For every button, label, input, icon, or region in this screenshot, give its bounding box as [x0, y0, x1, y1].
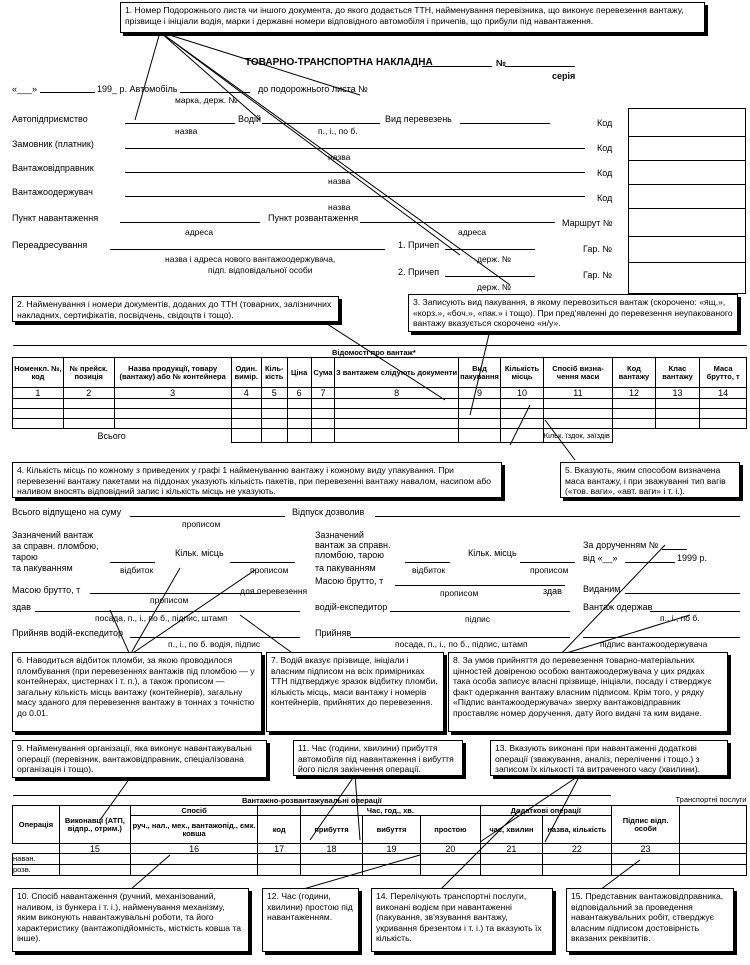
- written-hint-3: прописом: [150, 595, 189, 605]
- callout-14: 14. Перелічують транспортні послуги, виконані водієм при навантаженні (пакування, зв'язування вантажу, укривання брезентом і т. і.) та вказують їх кількість.: [371, 888, 553, 952]
- imprint-right: відбиток: [412, 565, 446, 575]
- col-cargo-class: Клас вантажу: [655, 358, 700, 388]
- col-extra: Додаткові операції: [480, 806, 611, 816]
- callout-9: 9. Найменування організації, яка виконує навантажувальні операції (перевізник, вантажовідправник, спеціалізована організація і тощо).: [12, 740, 267, 778]
- brand-reg-label: марка, держ. №: [175, 95, 238, 105]
- transport-services: Транспортні послуги: [675, 795, 747, 805]
- label-driver: Водій: [238, 114, 262, 124]
- trips-note: Кільк. їздок, заїздів: [543, 429, 612, 443]
- receiver-name-hint: назва: [328, 202, 351, 212]
- callout-6: 6. Наводиться відбиток пломби, за якою проводилося пломбування (при перевезеннях вантажів під пломбою — у контейнерах, цистернах і т. п.), а також прописом — загальну кількість місць вантажу (контейнерів), загальну масу зданого для перевезення вантажу в тоннах з точністю до 0.01.: [12, 652, 262, 732]
- issued: Виданим: [583, 584, 621, 594]
- col-operation: Операція: [13, 806, 60, 844]
- customer-name-hint: назва: [328, 152, 351, 162]
- waybill-label: до подорожнього листа №: [258, 84, 368, 94]
- trailer-1: 1. Причеп: [398, 240, 440, 250]
- callout-1: 1. Номер Подорожнього листа чи іншого документа, до якого додається ТТН, найменування перевізника, що виконує перевезення вантажу, прізвище і ініціали водія, марки і державні номери відповідного автомобіля і причепів, що прибули під навантаження.: [120, 2, 705, 33]
- places-right: Кільк. місць: [468, 548, 517, 558]
- doc-title: ТОВАРНО-ТРАНСПОРТНА НАКЛАДНА: [245, 57, 433, 68]
- col-unit: Один. вимір.: [231, 358, 261, 388]
- code-3: Код: [597, 168, 613, 178]
- label-customer: Замовник (платник): [12, 139, 94, 149]
- label-redirect: Переадресування: [12, 240, 88, 250]
- col-method-sub: руч., нал., мех., вантажопід., ємк. ковша: [130, 816, 258, 844]
- handed-right: здав: [543, 586, 562, 596]
- packing-left: та пакуванням: [12, 563, 73, 573]
- callout-4: 4. Кількість місць по кожному з приведених у графі 1 найменуванню вантажу і кожному виду упакування. При перевезенні вантажу пакетами на піддонах указують кількість пакетів, при перевезенні вантажу навалом, насипом або наливом вносять відповідний запис і кількість місць не указують.: [12, 462, 502, 498]
- packing-right: та пакуванням: [315, 563, 376, 573]
- recv-sig: підпис вантажоодержувача: [600, 639, 708, 649]
- col-gross: Маса брутто, т: [700, 358, 747, 388]
- accepted-driver: Прийняв водій-експедитор: [12, 628, 123, 638]
- declared-left: Зазначений вантаж: [12, 530, 94, 540]
- loading-address-hint: адреса: [185, 227, 214, 237]
- callout-13: 13. Вказують виконані при навантаженні додаткові операції (зважування, аналіз, переліченні і тощо.) з записом їх кількості та витраченого часу (хвилини).: [490, 740, 728, 776]
- date-year-auto: 199_ р. Автомобіль: [97, 84, 178, 94]
- callout-15: 15. Представник вантажовідправника, відповідальний за проведення навантажувальних робіт, стверджує власним підписом достовірність вказаних реквізитів.: [566, 888, 734, 952]
- date-quote: «___»: [12, 84, 38, 94]
- col-sign: Підпис відп. особи: [611, 806, 680, 844]
- col-documents: З вантажем слідують документи: [335, 358, 458, 388]
- col-departure: вибуття: [363, 816, 421, 844]
- receiver-got: Вантаж одержав: [583, 602, 653, 612]
- signature-right: підпис: [465, 614, 491, 624]
- total-label: Всього: [97, 430, 126, 441]
- row-loading: наван.: [13, 854, 60, 865]
- col-product: Назва продукції, товару (вантажу) або № контейнера: [114, 358, 231, 388]
- enterprise-name-hint: назва: [175, 126, 198, 136]
- receiver-pos-hint: п., і., по б.: [660, 613, 700, 623]
- written-hint-1: прописом: [182, 519, 221, 529]
- tare-left: тарою: [12, 552, 38, 562]
- accepted-right: Прийняв: [315, 628, 352, 638]
- col-nomenkl: Номенкл. №, код: [13, 358, 64, 388]
- col-price: Ціна: [287, 358, 311, 388]
- trailer1-state-no: держ. №: [477, 254, 511, 264]
- goods-caption: Відомості про вантаж*: [332, 348, 416, 357]
- released-sum: Всього відпущено на суму: [12, 507, 122, 517]
- gross-left: Масою брутто, т: [12, 585, 81, 595]
- row-unloading: розв.: [13, 865, 60, 876]
- callout-8: 8. За умов прийняття до перевезення товарно-матеріальних цінностей довіреною особою вантажоодержувача у цих рядках така особа записує власні прізвище, ініціали, посаду і стверджує факт одержання вантажу власним підписом. Крім того, у рядку «Підпис вантажоодержувача» зверху вантажовідправник проставляє номер доручення, дату його видачі та ким видане.: [448, 652, 728, 732]
- written-hint-4: прописом: [530, 565, 569, 575]
- code-2: Код: [597, 143, 613, 153]
- sender-name-hint: назва: [328, 176, 351, 186]
- col-code: код: [258, 816, 301, 844]
- pos-sig-right: посада, п., і., по б., підпис, штамп: [395, 639, 528, 649]
- callout-3: 3. Записують вид пакування, в якому перевозиться вантаж (скорочено: «ящ.», «корз.», «боч.», «пак.» і тощо). При пред'явленні до перевезення неупакованого вантажу вказується скорочено «н/у».: [408, 294, 738, 332]
- trailer-2: 2. Причеп: [398, 267, 440, 277]
- route-label: Маршрут №: [562, 218, 613, 228]
- written-hint-5: прописом: [440, 588, 479, 598]
- col-idle: простою: [420, 816, 480, 844]
- code-1: Код: [597, 118, 613, 128]
- series-label: серія: [552, 71, 576, 81]
- col-method: Спосіб: [130, 806, 258, 816]
- from-date: від «__»: [583, 553, 618, 563]
- col-cargo-code: Код вантажу: [613, 358, 656, 388]
- callout-10: 10. Спосіб навантаження (ручний, механізований, наливом, із бункера і т. і.), найменування механізму, яким виконують навантажувальні роботи, та його характеристику (вантажопідйомність, місткість ковша та інше).: [12, 888, 249, 952]
- goods-table: Номенкл. №, код № прейск. позиція Назва продукції, товару (вантажу) або № контейнера Один. вимір. Кіль-кість Ціна Сума З вантажем слідують документи Вид пакування Кількість місць Спосіб визна-чення маси Код вантажу Клас вантажу Маса брутто, т 1 2 3 4 5 6 7 8 9 10 11 12 13 14 Всього Кільк. їздок, заїздів: [12, 345, 747, 443]
- callout-2: 2. Найменування і номери документів, доданих до ТТН (товарних, залізничних накладних, сертифікатів, посвідчень, свідоцтв і тощо).: [12, 296, 339, 322]
- label-unloading-point: Пункт розвантаження: [268, 213, 359, 223]
- gross-right: Масою брутто, т: [315, 576, 384, 586]
- callout-11: 11. Час (години, хвилини) прибуття автомобіля під навантаження і вибуття його після закінчення операції.: [293, 740, 463, 776]
- col-time-min: час, хвилин: [480, 816, 542, 844]
- handed-left: здав: [12, 602, 31, 612]
- year-1999: 1999 р.: [677, 553, 708, 563]
- pos-sig-left: посада, п., і., по б., підпис, штамп: [95, 613, 228, 623]
- driver-exp-right: водій-експедитор: [315, 602, 388, 612]
- written-hint-2: прописом: [250, 565, 289, 575]
- label-loading-point: Пункт навантаження: [12, 213, 99, 223]
- ops-table: Вантажно-розвантажувальні операції Транспортні послуги Операція Виконавці (АТП, відпр., отрим.) Спосіб Час, год., хв. Додаткові операції Підпис відп. особи руч., нал., мех., вантажопід., ємк. ковша код прибуття вибуття простою час, хвилин назва, кількість 15 16 17 18 19 20 21 22 23 наван. розв.: [13, 795, 747, 874]
- driver-sig-hint: п., і., по б. водія, підпис: [168, 639, 261, 649]
- col-time: Час, год., хв.: [300, 806, 480, 816]
- col-qty: Кіль-кість: [261, 358, 287, 388]
- callout-5: 5. Вказують, яким способом визначена маса вантажу, і при зважуванні тип вагів («тов. ваги», «авт. ваги» і т. і.).: [560, 462, 740, 498]
- code-4: Код: [597, 193, 613, 203]
- col-performers: Виконавці (АТП, відпр., отрим.): [59, 806, 130, 844]
- label-sender: Вантажовідправник: [12, 163, 94, 173]
- callout-7: 7. Водій вказує прізвище, ініціали і власним підписом на всіх примірниках ТТН підтверджує зразок відбитку пломби, кількість місць, маси вантажу і номерів контейнерів, прийнятих до перевезення.: [266, 652, 444, 732]
- label-receiver: Вантажоодержувач: [12, 187, 93, 197]
- driver-initials-hint: п., і., по б.: [318, 126, 358, 136]
- places-left: Кільк. місць: [175, 548, 224, 558]
- label-transport-type: Вид перевезень: [385, 114, 452, 124]
- col-mass-method: Спосіб визна-чення маси: [543, 358, 612, 388]
- col-name-qty: назва, кількість: [543, 816, 612, 844]
- col-preisk: № прейск. позиція: [63, 358, 114, 388]
- gar-2: Гар. №: [583, 270, 613, 280]
- col-sum: Сума: [311, 358, 335, 388]
- redirect-hint-2: підп. відповідальної особи: [208, 265, 313, 275]
- imprint-left: відбиток: [120, 565, 154, 575]
- col-arrival: прибуття: [300, 816, 362, 844]
- for-transport: для перевезення: [240, 586, 308, 596]
- col-places: Кількість місць: [501, 358, 544, 388]
- ops-caption: Вантажно-розвантажувальні операції: [13, 796, 612, 806]
- callout-12: 12. Час (години, хвилини) простою під навантаженням.: [262, 888, 359, 952]
- by-seal-left: за справн. пломбою,: [12, 541, 99, 551]
- col-packing: Вид пакування: [458, 358, 501, 388]
- declared-right: Зазначений вантаж за справн. пломбою, тарою: [315, 530, 391, 560]
- label-enterprise: Автопідприємство: [12, 114, 88, 124]
- trailer2-state-no: держ. №: [477, 282, 511, 292]
- by-power: За дорученням №: [583, 540, 659, 550]
- unloading-address-hint: адреса: [458, 227, 487, 237]
- vat-label: Відпуск дозволив: [292, 507, 365, 517]
- doc-number-sign: №: [496, 58, 507, 68]
- gar-1: Гар. №: [583, 244, 613, 254]
- redirect-hint-1: назва і адреса нового вантажоодержувача,: [165, 254, 336, 264]
